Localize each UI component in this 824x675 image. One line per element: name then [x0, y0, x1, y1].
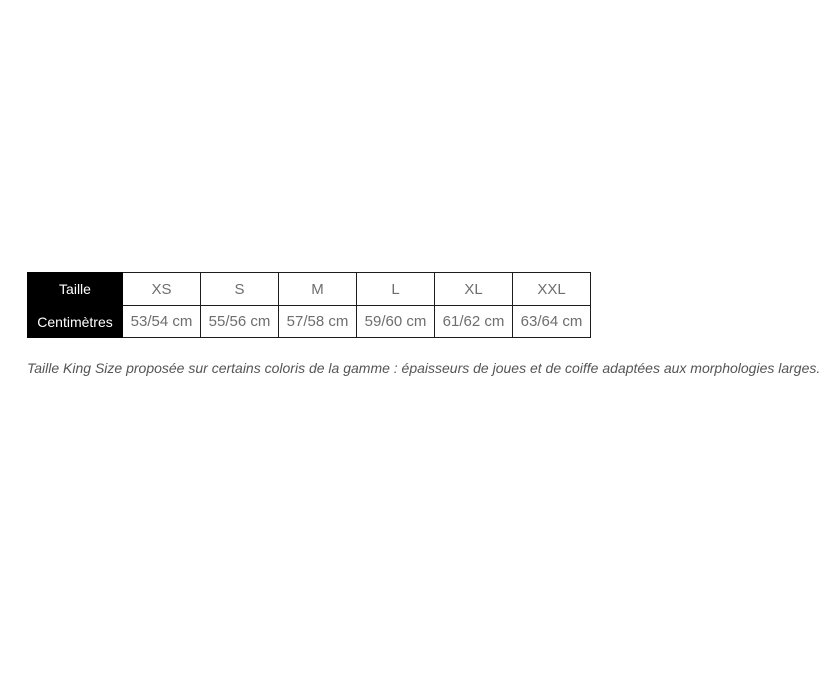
- size-cell-xs: XS: [123, 273, 201, 306]
- cm-cell-xxl: 63/64 cm: [513, 306, 591, 338]
- table-row-centimetres: [28, 306, 591, 338]
- table-row-sizes: [28, 273, 591, 306]
- row-header-taille: Taille: [28, 273, 123, 306]
- cm-cell-xs: 53/54 cm: [123, 306, 201, 338]
- size-cell-s: S: [201, 273, 279, 306]
- cm-cell-m: 57/58 cm: [279, 306, 357, 338]
- size-table: [27, 272, 591, 338]
- king-size-note: Taille King Size proposée sur certains coloris de la gamme : épaisseurs de joues et de coiffe adaptées aux morphologies larges.: [27, 360, 821, 376]
- size-cell-m: M: [279, 273, 357, 306]
- size-cell-xxl: XXL: [513, 273, 591, 306]
- cm-cell-xl: 61/62 cm: [435, 306, 513, 338]
- row-header-centimetres: Centimètres: [28, 306, 123, 338]
- size-cell-xl: XL: [435, 273, 513, 306]
- cm-cell-l: 59/60 cm: [357, 306, 435, 338]
- size-cell-l: L: [357, 273, 435, 306]
- cm-cell-s: 55/56 cm: [201, 306, 279, 338]
